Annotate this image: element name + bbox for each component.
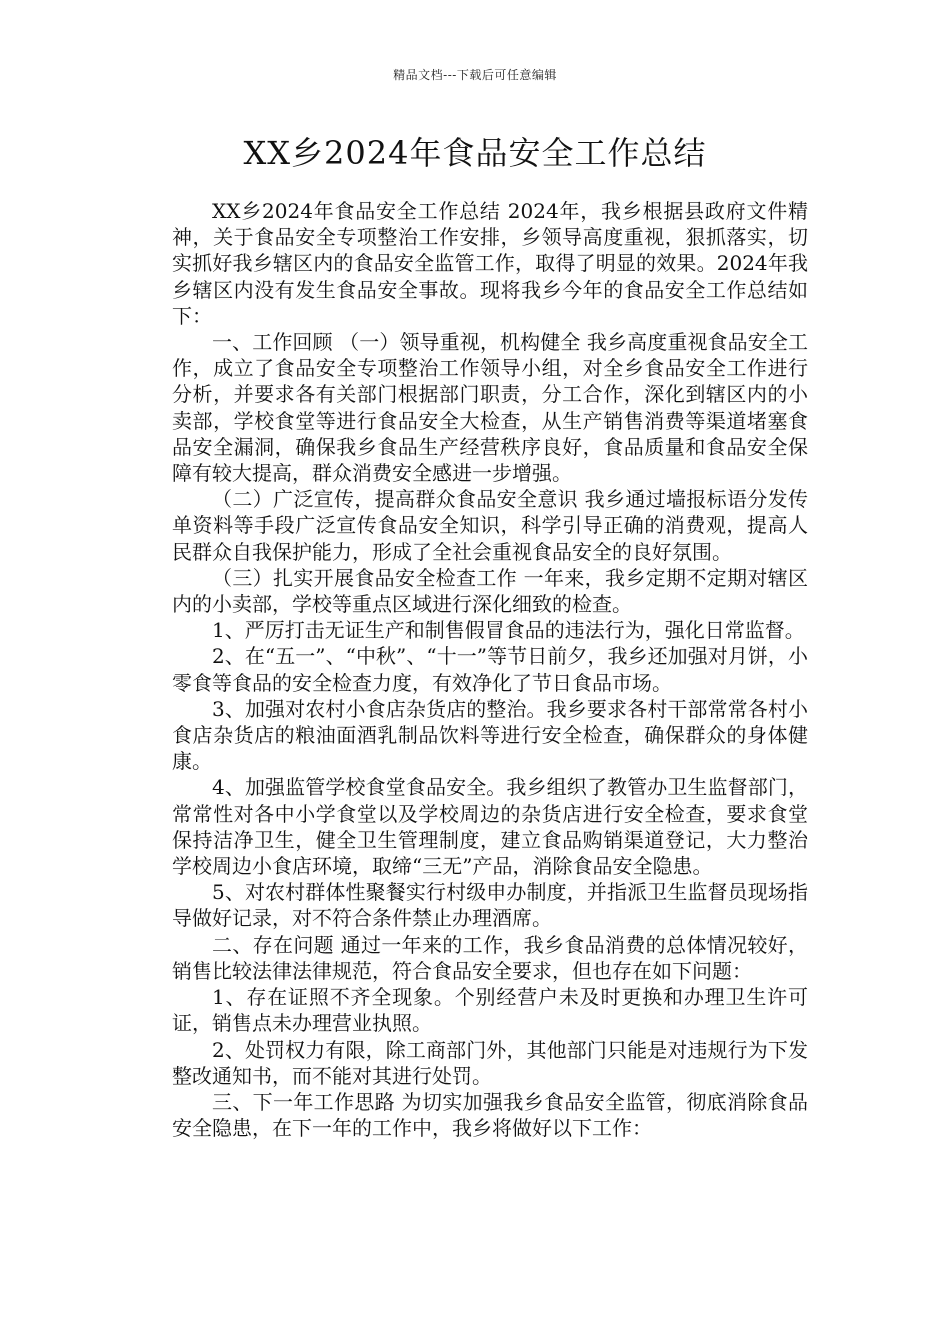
- paragraph-next-year: 三、下一年工作思路 为切实加强我乡食品安全监管，彻底消除食品安全隐患，在下一年的工作中，我乡将做好以下工作：: [172, 1089, 808, 1141]
- page-header: 精品文档---下载后可任意编辑: [393, 68, 557, 82]
- paragraph-publicity: （二）广泛宣传，提高群众食品安全意识 我乡通过墙报标语分发传单资料等手段广泛宣传食品安全知识，科学引导正确的消费观，提高人民群众自我保护能力，形成了全社会重视食品安全的良好氛围。: [172, 487, 808, 564]
- document-title: XX乡2024年食品安全工作总结: [243, 134, 707, 172]
- paragraph-problem-2: 2、处罚权力有限，除工商部门外，其他部门只能是对违规行为下发整改通知书，而不能对其进行处罚。: [172, 1037, 808, 1088]
- paragraph-problem-1: 1、存在证照不齐全现象。个别经营户未及时更换和办理卫生许可证，销售点未办理营业执照。: [172, 985, 808, 1036]
- document-body: [172, 198, 808, 1141]
- paragraph-item-2: 2、在“五一”、“中秋”、“十一”等节日前夕，我乡还加强对月饼，小零食等食品的安全检查力度，有效净化了节日食品市场。: [172, 644, 808, 695]
- paragraph-item-5: 5、对农村群体性聚餐实行村级申办制度，并指派卫生监督员现场指导做好记录，对不符合条件禁止办理酒席。: [172, 880, 808, 931]
- paragraph-item-1: 1、严厉打击无证生产和制售假冒食品的违法行为，强化日常监督。: [212, 618, 805, 643]
- paragraph-problems: 二、存在问题 通过一年来的工作，我乡食品消费的总体情况较好，销售比较法律法律规范，符合食品安全要求，但也存在如下问题：: [172, 932, 808, 983]
- paragraph-item-4: 4、加强监管学校食堂食品安全。我乡组织了教管办卫生监督部门，常常性对各中小学食堂以及学校周边的杂货店进行安全检查，要求食堂保持洁净卫生，健全卫生管理制度，建立食品购销渠道登记，大力整治学校周边小食店环境，取缔“三无”产品，消除食品安全隐患。: [172, 775, 808, 879]
- paragraph-inspection: （三）扎实开展食品安全检查工作 一年来，我乡定期不定期对辖区内的小卖部，学校等重点区域进行深化细致的检查。: [172, 565, 808, 617]
- paragraph-review-leadership: 一、工作回顾 （一）领导重视，机构健全 我乡高度重视食品安全工作，成立了食品安全专项整治工作领导小组，对全乡食品安全工作进行分析，并要求各有关部门根据部门职责，分工合作，深化到辖区内的小卖部，学校食堂等进行食品安全大检查，从生产销售消费等渠道堵塞食品安全漏洞，确保我乡食品生产经营秩序良好，食品质量和食品安全保障有较大提高，群众消费安全感进一步增强。: [172, 330, 808, 486]
- paragraph-intro: XX乡2024年食品安全工作总结 2024年，我乡根据县政府文件精神，关于食品安全专项整治工作安排，乡领导高度重视，狠抓落实，切实抓好我乡辖区内的食品安全监管工作，取得了明显的效果。2024年我乡辖区内没有发生食品安全事故。现将我乡今年的食品安全工作总结如下：: [172, 199, 808, 328]
- paragraph-item-3: 3、加强对农村小食店杂货店的整治。我乡要求各村干部常常各村小食店杂货店的粮油面酒乳制品饮料等进行安全检查，确保群众的身体健康。: [172, 696, 808, 774]
